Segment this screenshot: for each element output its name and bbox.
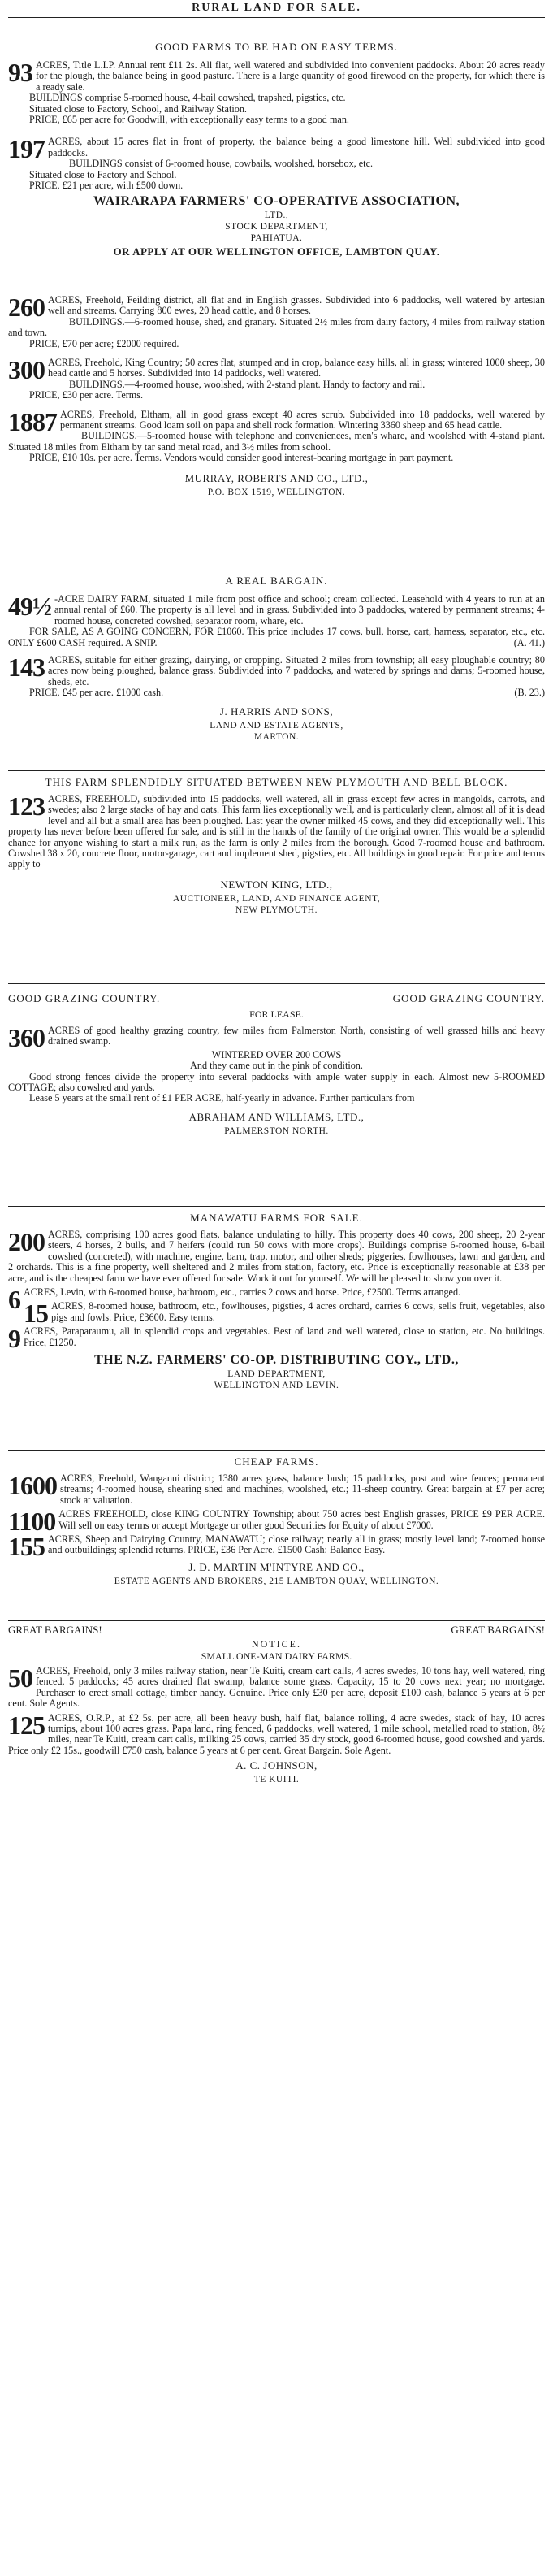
listing-price: PRICE, £30 per acre. Terms. (29, 389, 144, 401)
section-title: MANAWATU FARMS FOR SALE. (190, 1212, 363, 1224)
listing-buildings: BUILDINGS.—6-roomed house, shed, and granary. Situated 2½ miles from dairy factory, 4 miles from railway station and town. (8, 315, 545, 339)
listing-text: ACRES, Title L.I.P. Annual rent £11 2s. All flat, well watered and subdivided into convenient paddocks. About 20 acres ready for the plough, the balance being in good pasture. There is a large quantity of good firewood on the property, for which there is a ready sale. (36, 59, 545, 93)
listing-text: ACRES, Levin, with 6-roomed house, bathroom, etc., carries 2 cows and horse. Price, £2500. Terms arranged. (24, 1286, 461, 1299)
section-title: A REAL BARGAIN. (225, 575, 328, 587)
header-left: GREAT BARGAINS! (8, 1624, 102, 1636)
agent-address: P.O. BOX 1519, WELLINGTON. (207, 487, 346, 497)
listing-155-acres (8, 1532, 545, 1562)
listing-highlight: WINTERED OVER 200 COWS (211, 1048, 342, 1060)
column-header: RURAL LAND FOR SALE. (192, 2, 361, 14)
martin-mcintyre-section (8, 1455, 545, 1618)
agent-name: MURRAY, ROBERTS AND CO., LTD., (184, 471, 369, 484)
listing-price-text: PRICE, £45 per acre. £1000 cash. (29, 687, 164, 699)
divider (8, 17, 545, 18)
listing-acreage: 6 (8, 1285, 20, 1315)
listing-buildings: BUILDINGS.—5-roomed house with telephone and conveniences, men's whare, and woolshed with 4-stand plant. Situated 18 miles from Eltham by tar sand metal road, and 3½ miles from school. (8, 430, 545, 453)
agent-town: NEW PLYMOUTH. (235, 904, 318, 915)
listing-acreage: 197 (8, 134, 45, 164)
listing-buildings: BUILDINGS comprise 5-roomed house, 4-bail cowshed, trapshed, pigsties, etc. (29, 92, 346, 104)
listing-terms: Lease 5 years at the small rent of £1 PER ACRE, half-yearly in advance. Further particulars from (29, 1092, 415, 1104)
listing-200-acres (8, 1229, 545, 1284)
wairarapa-section (8, 41, 545, 281)
listing-1100-acres (8, 1507, 545, 1537)
listing-acreage: 360 (8, 1023, 45, 1052)
agent-name: J. D. MARTIN M'INTYRE AND CO., (188, 1560, 365, 1573)
listing-text: ACRES of good healthy grazing country, few miles from Palmerston North, consisting of well grassed hills and heavy drained swamp. (48, 1025, 545, 1047)
listing-acreage: 123 (8, 791, 45, 821)
listing-123-acres (8, 791, 545, 870)
agent-town: WELLINGTON AND LEVIN. (214, 1381, 339, 1391)
listing-143-acres (8, 655, 545, 699)
listing-acreage: 143 (8, 653, 45, 683)
notice-label: NOTICE. (252, 1638, 301, 1650)
agent-subtitle: LAND AND ESTATE AGENTS, (210, 720, 343, 731)
section-title: THIS FARM SPLENDIDLY SITUATED BETWEEN NEW PLYMOUTH AND BELL BLOCK. (45, 776, 508, 788)
section-header-row (8, 1624, 545, 1637)
agent-name: ABRAHAM AND WILLIAMS, LTD., (188, 1110, 365, 1123)
listing-acreage: 125 (8, 1710, 45, 1740)
listing-93-acres (8, 60, 545, 125)
listing-acreage: 49½ (8, 592, 51, 621)
divider (8, 1620, 545, 1621)
listing-buildings: BUILDINGS consist of 6-roomed house, cowbails, woolshed, horsebox, etc. (69, 158, 374, 170)
listing-text: ACRES, suitable for either grazing, dairying, or cropping. Situated 2 miles from township; all easy ploughable country; 80 acres now being ploughed, balance grass. Subdivided into 7 paddocks, and watered by springs and dams; 5-roomed house, sheds, etc. (48, 654, 545, 687)
listing-text: ACRES, FREEHOLD, subdivided into 15 paddocks, well watered, all in grass except few acres in mangolds, carrots, and swedes; also 2 large stacks of hay and oats. This farm lies exceptionally well, and is particularly clean, almost all of it is dead level and all but a small area has been ploughed. Last year the owner milked 45 cows, and they did exceptionally well. This property has never before been offered for sale, and is still in the hands of the family of the original owner. This would be a splendid chance for anyone wishing to start a milk run, as the farm is only 2 miles from the borough. Good 7-roomed house and bathroom. Cowshed 38 x 20, concrete floor, motor-garage, cart and implement shed, pigsties, etc. All buildings in good repair. For price and terms apply to (8, 793, 545, 870)
newton-king-section (8, 776, 545, 981)
listing-price: PRICE, £10 10s. per acre. Terms. Vendors would consider good interest-bearing mortgage in part payment. (29, 452, 454, 464)
section-title: GOOD FARMS TO BE HAD ON EASY TERMS. (155, 41, 398, 53)
listing-text: ACRES, Freehold, Eltham, all in good grass except 40 acres scrub. Subdivided into 18 paddocks, well watered by permanent streams. Good loam soil on papa and shell rock formation. Wintering 3360 sheep and 65 head cattle. (60, 408, 545, 432)
listing-note: And they came out in the pink of condition. (190, 1060, 363, 1072)
listing-acreage: 260 (8, 293, 45, 322)
listing-360-acres (8, 1023, 545, 1104)
harris-section (8, 575, 545, 768)
listing-text: ACRES, Paraparaumu, all in splendid crops and vegetables. Best of land and well watered, close to station, etc. No buildings. Price, £1250. (24, 1325, 545, 1348)
agent-name: NEWTON KING, LTD., (220, 878, 333, 891)
header-left: GOOD GRAZING COUNTRY. (8, 992, 161, 1004)
listing-text: ACRES, Freehold, King Country; 50 acres flat, stumped and in crop, balance easy hills, all in grass; wintered 1000 sheep, 30 head cattle and 5 horses. Subdivided into 14 paddocks, well watered. (48, 357, 545, 379)
divider (8, 770, 545, 771)
listing-price: PRICE, £65 per acre for Goodwill, with exceptionally easy terms to a good man. (29, 114, 349, 126)
listing-15-acres (8, 1299, 545, 1329)
listing-acreage: 1600 (8, 1471, 57, 1500)
listing-price: PRICE, £21 per acre, with £500 down. (29, 180, 184, 192)
abraham-williams-section (8, 992, 545, 1203)
listing-acreage: 300 (8, 355, 45, 385)
agent-town: PAHIATUA. (250, 233, 303, 244)
section-title: CHEAP FARMS. (234, 1455, 319, 1468)
listing-text: ACRES, 8-roomed house, bathroom, etc., fowlhouses, pigsties, 4 acres orchard, carries 6 cows, sells fruit, vegetables, also pigs and fowls. Price, £3600. Easy terms. (51, 1300, 545, 1323)
listing-acreage: 15 (24, 1299, 48, 1329)
agent-town: TE KUITI. (253, 1775, 300, 1785)
lease-label: FOR LEASE. (249, 1008, 304, 1020)
listing-acreage: 50 (8, 1663, 32, 1693)
agent-subtitle: ESTATE AGENTS AND BROKERS, 215 LAMBTON QUAY, WELLINGTON. (114, 1576, 439, 1586)
listing-300-acres (8, 355, 545, 401)
listing-text: ACRES, about 15 acres flat in front of property, the balance being a good limestone hill. Well subdivided into good paddocks. (48, 136, 545, 158)
header-right: GOOD GRAZING COUNTRY. (392, 992, 545, 1004)
listing-location: Situated close to Factory, School, and Railway Station. (29, 102, 247, 115)
listing-ref: (A. 41.) (513, 636, 545, 648)
johnson-section (8, 1624, 545, 1827)
header-right: GREAT BARGAINS! (451, 1624, 545, 1636)
listing-9-acres (8, 1324, 545, 1354)
listing-text: ACRES, O.R.P., at £2 5s. per acre, all been heavy bush, half flat, balance rolling, 4 acre swedes, stack of hay, 10 acres turnips, about 100 acres grass. Papa land, ring fenced, 6 paddocks, well watered, 1 mile school, metalled road to station, 8½ miles, near Te Kuiti, cream cart calls, milking 25 cows, carried 35 dry stock, good 6-roomed house, good cowshed and yards. Price only £2 15s., goodwill £750 cash, balance 5 years at 6 per cent. Great Bargain. Sole Agent. (8, 1711, 545, 1756)
listing-price-text: FOR SALE, AS A GOING CONCERN, FOR £1060. This price includes 17 cows, bull, horse, cart, harness, separator, etc., etc. ONLY £600 CASH required. A SNIP. (8, 626, 545, 648)
listing-260-acres (8, 295, 545, 349)
listing-price: PRICE, £70 per acre; £2000 required. (29, 337, 179, 349)
murray-roberts-section (8, 287, 545, 563)
listing-text: ACRES, comprising 100 acres good flats, balance undulating to hilly. This property does 40 cows, 200 sheep, 20 2-year steers, 4 horses, 2 bulls, and 7 heifers (could run 50 cows with more crops). Buildings comprise 6-roomed house, 6-bail cowshed (concreted), with machine, engine, barn, trap, motor, and other sheds; piggeries, fowlhouses, lawn and garden, and 2 orchards. This is a fine property, well sheltered and 2 miles from station, factory, etc. Price is exceptionally reasonable at £38 per acre, and is the cheapest farm we have ever offered for sale. Work it out for yourself. We will be pleased to show you over it. (8, 1229, 545, 1284)
nz-farmers-section (8, 1212, 545, 1447)
listing-text: ACRES, Freehold, Wanganui district; 1380 acres grass, balance bush; 15 paddocks, post and wire fences; permanent streams; 4-roomed house, shearing shed and machines, woolshed, etc.; 11-sheep country. Great bargain at £7 per acre; stock at valuation. (60, 1472, 545, 1506)
listing-49-acres (8, 594, 545, 648)
section-title: SMALL ONE-MAN DAIRY FARMS. (201, 1650, 352, 1662)
listing-acreage: 93 (8, 58, 32, 87)
agent-town: MARTON. (253, 731, 300, 742)
divider (8, 1206, 545, 1207)
agent-department: STOCK DEPARTMENT, (225, 222, 328, 232)
agent-town: PALMERSTON NORTH. (224, 1125, 329, 1136)
listing-197-acres (8, 134, 545, 192)
agent-name: J. HARRIS AND SONS, (219, 705, 334, 718)
agent-subtitle: AUCTIONEER, LAND, AND FINANCE AGENT, (172, 893, 381, 904)
listing-125-acres (8, 1710, 545, 1757)
listing-ref: (B. 23.) (514, 687, 545, 699)
section-header-row (8, 992, 545, 1005)
divider (8, 1450, 545, 1451)
listing-acreage: 200 (8, 1227, 45, 1256)
divider (8, 983, 545, 984)
listing-acreage: 1887 (8, 406, 57, 436)
listing-acreage: 155 (8, 1532, 45, 1562)
listing-text: ACRES, Sheep and Dairying Country, MANAWATU; close railway; nearly all in grass; mostly level land; 7-roomed house and outbuildings; splendid returns. PRICE, £36 Per Acre. £1500 Cash: Balance Easy. (48, 1533, 545, 1556)
agent-ltd: LTD., (264, 210, 289, 221)
agent-apply: OR APPLY AT OUR WELLINGTON OFFICE, LAMBTON QUAY. (113, 245, 440, 258)
listing-text: -ACRE DAIRY FARM, situated 1 mile from post office and school; cream collected. Leasehold with 4 years to run at an annual rental of £60. The property is all level and in grass. Subdivided into 3 paddocks, watered by permanent streams; 4-roomed house, concreted cowshed, separator room, whare, etc. (54, 593, 545, 627)
listing-50-acres (8, 1663, 545, 1710)
agent-department: LAND DEPARTMENT, (227, 1369, 326, 1380)
agent-name: WAIRARAPA FARMERS' CO-OPERATIVE ASSOCIATION, (93, 194, 460, 209)
listing-location: Situated close to Factory and School. (29, 168, 177, 180)
listing-1887-acres (8, 406, 545, 464)
agent-name: THE N.Z. FARMERS' CO-OP. DISTRIBUTING COY., LTD., (94, 1353, 459, 1368)
agent-name: A. C. JOHNSON, (235, 1759, 318, 1772)
listing-text: ACRES FREEHOLD, close KING COUNTRY Township; about 750 acres best English grasses, PRICE £9 PER ACRE. Will sell on easy terms or accept Mortgage or other good Securities for Equity of about £7000. (58, 1508, 545, 1531)
listing-text: ACRES, Freehold, Feilding district, all flat and in English grasses. Subdivided into 6 paddocks, well watered by artesian well and streams. Carrying 800 ewes, 20 head cattle, and 8 horses. (48, 294, 545, 317)
listing-buildings: BUILDINGS.—4-roomed house, woolshed, with 2-stand plant. Handy to factory and rail. (69, 378, 426, 390)
listing-acreage: 1100 (8, 1507, 56, 1537)
listing-price (8, 687, 545, 698)
listing-acreage: 9 (8, 1324, 20, 1354)
listing-price (8, 627, 545, 648)
listing-details: Good strong fences divide the property into several paddocks with ample water supply in each. Almost new 5-ROOMED COTTAGE; also cowshed and yards. (8, 1070, 545, 1094)
listing-text: ACRES, Freehold, only 3 miles railway station, near Te Kuiti, cream cart calls, 4 acres swedes, 10 tons hay, well watered, ring fenced, 5 paddocks; 45 acres drained flat swamp, balance some grass. Capacity, 15 to 20 cows next year; no mortgage. Purchaser to erect small cottage, timber handy. Genuine. Price only £30 per acre, deposit £100 cash, balance 5 years at 6 per cent. Sole Agents. (8, 1665, 545, 1710)
listing-1600-acres (8, 1473, 545, 1506)
